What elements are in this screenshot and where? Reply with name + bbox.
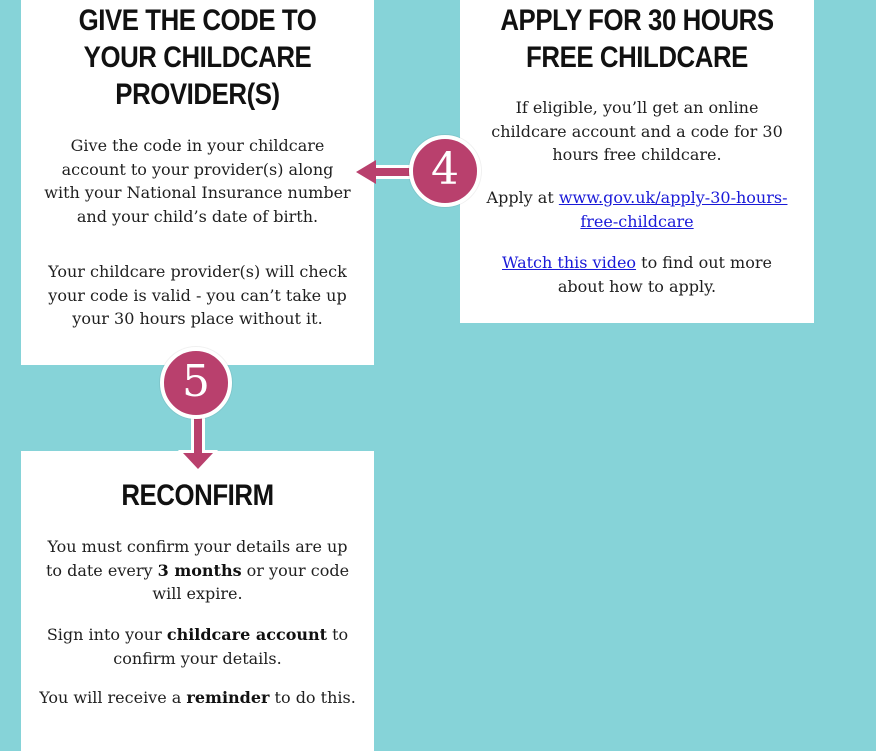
apply-title-line: FREE CHILDCARE — [526, 41, 748, 74]
give-code-paragraph: Give the code in your childcare account to your provider(s) along with your National Insurance number and your child’s date of birth. — [44, 136, 351, 226]
three-months-emphasis: 3 months — [157, 560, 242, 580]
text-span: to confirm your details. — [113, 625, 349, 668]
text-span: You must confirm your details are up to date every — [45, 537, 348, 580]
give-code-card — [21, 0, 374, 365]
reminder-paragraph — [39, 686, 356, 710]
eligibility-paragraph: If eligible, you’ll get an online childcare account and a code for 30 hours free childcare. — [491, 98, 783, 164]
give-code-title-line: GIVE THE CODE TO — [78, 4, 317, 37]
give-code-title-line: YOUR CHILDCARE — [83, 41, 312, 74]
watch-video-link[interactable]: Watch this video — [502, 253, 637, 272]
text-span: or your code will expire. — [152, 560, 350, 603]
reconfirm-title: RECONFIRM — [121, 479, 274, 512]
step-5-badge: 5 — [160, 347, 232, 419]
arrow-left-icon — [348, 150, 418, 194]
provider-check-paragraph: Your childcare provider(s) will check your code is valid - you can’t take up your 30 hours place without it. — [48, 262, 347, 328]
text-span: to do this. — [269, 688, 356, 707]
step-4-badge: 4 — [409, 135, 481, 207]
childcare-account-emphasis: childcare account — [166, 625, 328, 644]
video-paragraph — [480, 251, 794, 298]
arrow-down-icon — [176, 412, 220, 474]
video-paragraph-text: to find out more about how to apply. — [557, 253, 772, 296]
text-span: Sign into your — [46, 625, 167, 644]
give-code-title — [46, 2, 350, 113]
apply-card — [460, 0, 814, 323]
give-code-title-line: PROVIDER(S) — [115, 78, 280, 111]
apply-title — [485, 2, 789, 76]
apply-title-line: APPLY FOR 30 HOURS — [500, 4, 774, 37]
reconfirm-card — [21, 451, 374, 751]
confirm-details-paragraph — [39, 535, 356, 606]
apply-at-paragraph — [480, 186, 794, 233]
sign-in-paragraph — [39, 623, 356, 670]
apply-link[interactable]: www.gov.uk/apply-30-hours-free-childcare — [558, 188, 788, 231]
text-span: You will receive a — [39, 688, 187, 707]
reminder-emphasis: reminder — [186, 688, 270, 707]
apply-at-label: Apply at — [486, 188, 559, 207]
